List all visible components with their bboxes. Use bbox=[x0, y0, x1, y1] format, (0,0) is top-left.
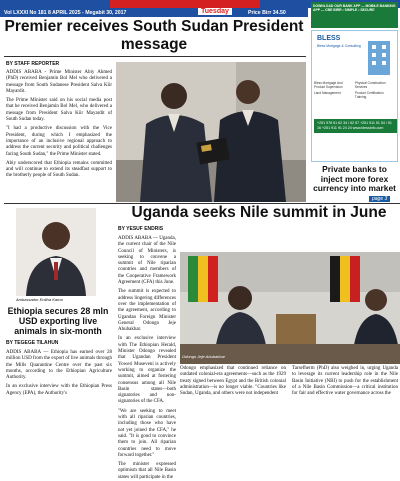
building-icon bbox=[364, 35, 394, 75]
story1-paragraph: Abiy underscored that Ethiopia remains committed and will continue to extend its steadfast support to the brotherly people of South Sudan. bbox=[6, 160, 112, 179]
story2-headline[interactable]: Ethiopia secures 28 mln USD exporting live animals in six-month bbox=[7, 306, 109, 336]
service-item: Product Certification Training bbox=[354, 91, 384, 99]
service-item: Bless Mortgage And Product Supervision bbox=[314, 81, 343, 89]
story2-photo-caption: Ambassador Erdiha Kama bbox=[16, 297, 63, 302]
story3-body bbox=[118, 236, 176, 480]
portrait-illustration bbox=[16, 208, 96, 296]
weekday: Tuesday bbox=[198, 8, 232, 15]
bless-ad[interactable] bbox=[311, 30, 398, 162]
divider bbox=[4, 56, 306, 57]
story3-paragraph: In an exclusive interview with The Ethiopian Herald, Minister Odongo revealed that Ugandan President Yoweri Museveni is actively working to organize the summit, aimed at fostering consensus among all Nile Basin states—both signatories and non-signatories of the CFA. bbox=[118, 336, 176, 405]
side-news-teaser[interactable] bbox=[311, 165, 398, 194]
service-item: Physical Construction Services bbox=[354, 81, 386, 89]
volume-date: Vol LXXXI No 181 8 APRIL 2025 - Megabit 30, 2017 bbox=[4, 10, 127, 16]
bless-ad-brand: BLESS bbox=[317, 35, 341, 42]
story3-paragraph: "We are seeking to meet with all riparian countries, including those who have not yet joined the CFA," he said. "It is good to convince them to join. All riparian countries need to move forward together." bbox=[118, 408, 176, 458]
bank-app-ad-text: DOWNLOAD OUR BANK APP — MOBILE BANKING APP — CBE BIRR • SIMPLE • SECURE bbox=[313, 4, 396, 13]
story1-paragraph: The Prime Minister said on his social media post that he received Benjamin Bol Mel, who delivered a message from President Salva Kiir Mayardit of South Sudan today. bbox=[6, 98, 112, 123]
price: Price Birr 34.50 bbox=[248, 10, 286, 16]
story1-body bbox=[6, 70, 112, 183]
story2-body bbox=[6, 350, 112, 400]
story2-byline: BY TEGEGE TILAHUN bbox=[6, 340, 59, 346]
story2-paragraph: In an exclusive interview with the Ethiopian Press Agency (EPA), the Authority's bbox=[6, 384, 112, 396]
story3-photo-caption: Odongo Jeje Abubakhar bbox=[182, 354, 225, 359]
page-reference[interactable]: page 3 bbox=[369, 196, 390, 202]
story1-photo bbox=[116, 62, 306, 202]
story3-col3: Tarsefherm (PhD) also weighed in, urging Uganda to leverage its current leadership role in the Nile Basin Initiative (NBI) to push for the establishment of a Nile Basin Commission—a critical institution for fair and effective water governance across the bbox=[292, 366, 398, 397]
side-news-headline: Private banks to inject more forex currency into market bbox=[313, 164, 396, 194]
masthead-info-bar bbox=[0, 8, 308, 17]
top-color-bar-red bbox=[110, 0, 260, 8]
story2-paragraph: ADDIS ABABA — Ethiopia has earned over 28 million USD from the export of live animals through the Mills Quarantine Centre over the past six months, according to the Ethiopian Agriculture Authority. bbox=[6, 350, 112, 381]
story1-headline[interactable]: Premier receives South Sudan President message bbox=[4, 18, 304, 53]
story3-photo bbox=[180, 252, 400, 364]
bank-app-ad[interactable] bbox=[311, 2, 398, 28]
story1-byline: BY STAFF REPORTER bbox=[6, 61, 60, 67]
story1-paragraph: "I had a productive discussion with the Vice President, during which I emphasized the importance of an inclusive regional approach to address the current security and political challenges facing South Sudan," the Prime Minister stated. bbox=[6, 126, 112, 157]
bless-ad-subtitle: Bless Mortgage & Consulting bbox=[317, 44, 361, 48]
story1-paragraph: ADDIS ABABA - Prime Minister Abiy Ahmed (PhD) received Benjamin Bol Mel who delivered a message from South Sudanese President Salva Kiir Mayardit. bbox=[6, 70, 112, 94]
story3-paragraph: ADDIS ABABA — Uganda, the current chair of the Nile Council of Ministers, is seeking to convene a summit of Nile riparian countries and members of the Cooperative Framework Agreement (CFA) this June. bbox=[118, 236, 176, 286]
bless-ad-phones: +251 978 61 62 34 / 62 57 +251 911 51 54 / 51 16 +251 911 91 24 24 www.blessinfo.com bbox=[314, 119, 397, 133]
story3-byline: BY YESUF ENDRIS bbox=[118, 226, 164, 232]
story2-photo bbox=[16, 208, 96, 296]
service-item: Land Management bbox=[314, 91, 341, 95]
leaders-handshake-illustration bbox=[116, 62, 306, 202]
story3-paragraph: The summit is expected to address lingering differences over the implementation of the agreement, according to Ugandan Foreign Minister General Odongo Jeje Abubakhar. bbox=[118, 289, 176, 333]
story3-col2: Odongo emphasized that continued reliance on outdated colonial-era agreements—such as the 1929 treaty signed between Egypt and the British colonial administration—is no longer viable. "Countries like Sudan, Uganda, and others were not independent bbox=[180, 366, 286, 397]
ministers-meeting-illustration bbox=[180, 252, 400, 364]
bless-ad-services bbox=[314, 81, 397, 101]
story3-headline[interactable]: Uganda seeks Nile summit in June bbox=[131, 204, 387, 221]
story3-paragraph: The minister expressed optimism that all Nile Basin states will participate in the bbox=[118, 462, 176, 480]
